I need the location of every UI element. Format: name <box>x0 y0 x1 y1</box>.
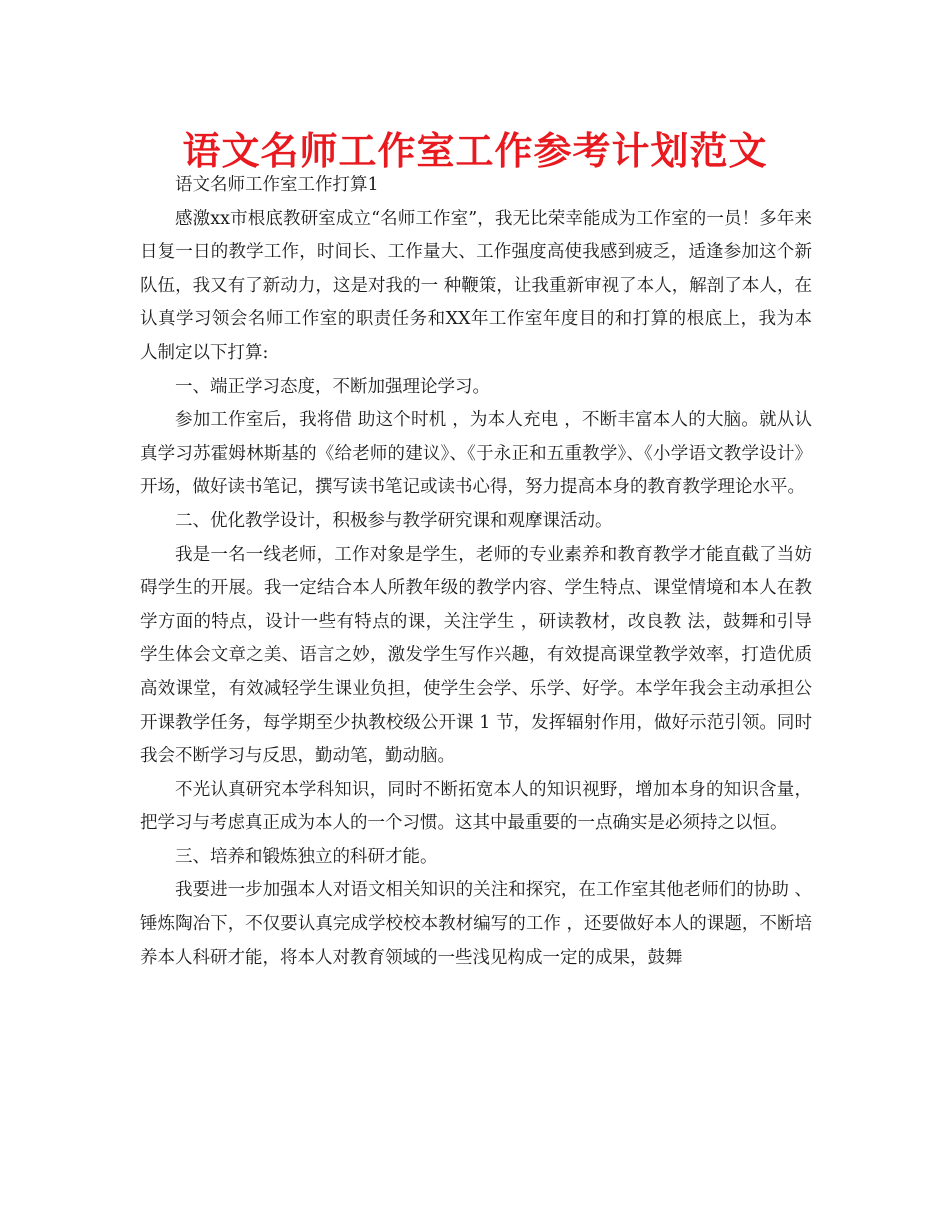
paragraph: 感激xx市根底教研室成立“名师工作室”，我无比荣幸能成为工作室的一员！多年来日复一日的教学工作，时间长、工作量大、工作强度高使我感到疲乏，适逢参加这个新队伍，我又有了新动力，这是对我的一 种鞭策，让我重新审视了本人，解剖了本人，在认真学习领会名师工作室的职责任务和XX年工作室年度目的和打算的根底上，我为本人制定以下打算: <box>140 208 812 363</box>
document-body <box>140 169 812 975</box>
paragraph: 不光认真研究本学科知识，同时不断拓宽本人的知识视野，增加本身的知识含量，把学习与考虑真正成为本人的一个习惯。这其中最重要的一点确实是必须持之以恒。 <box>140 779 812 834</box>
point-heading: 一、端正学习态度，不断加强理论学习。 <box>175 376 490 397</box>
point-heading: 二、优化教学设计，积极参与教学研究课和观摩课活动。 <box>175 510 613 531</box>
document-title: 语文名师工作室工作参考计划范文 <box>182 129 768 173</box>
point-heading: 三、培养和锻炼独立的科研才能。 <box>175 846 438 867</box>
paragraph: 我要进一步加强本人对语文相关知识的关注和探究，在工作室其他老师们的协助 、锤炼陶冶下，不仅要认真完成学校校本教材编写的工作 ，还要做好本人的课题，不断培养本人科研才能，将本人对教育领域的一些浅见构成一定的成果，鼓舞 <box>140 880 812 968</box>
section-heading: 语文名师工作室工作打算1 <box>175 175 379 195</box>
paragraph: 我是一名一线老师，工作对象是学生，老师的专业素养和教育教学才能直截了当妨碍学生的开展。我一定结合本人所教年级的教学内容、学生特点、课堂情境和本人在教学方面的特点，设计一些有特点的课，关注学生 ，研读教材，改良教 法，鼓舞和引导学生体会文章之美、语言之妙，激发学生写作兴趣，有效提高课堂教学效率，打造优质高效课堂，有效减轻学生课业负担，使学生会学、乐学、好学。本学年我会主动承担公开课教学任务，每学期至少执教校级公开课 1 节，发挥辐射作用，做好示范引领。同时我会不断学习与反思，勤动笔，勤动脑。 <box>140 544 812 767</box>
paragraph: 参加工作室后，我将借 助这个时机 ，为本人充电 ，不断丰富本人的大脑。就从认真学习苏霍姆林斯基的《给老师的建议》、《于永正和五重教学》、《小学语文教学设计》开场，做好读书笔记，撰写读书笔记或读书心得，努力提高本身的教育教学理论水平。 <box>140 410 812 498</box>
